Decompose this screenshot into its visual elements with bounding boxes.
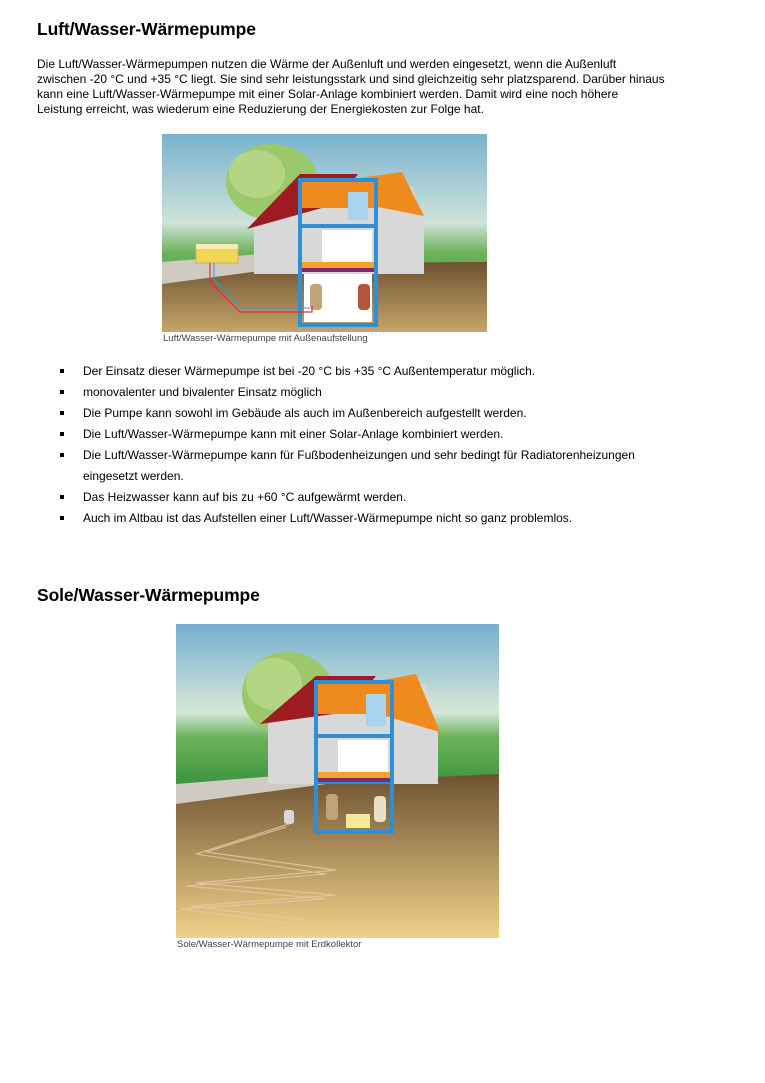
- bullet-icon: [60, 432, 64, 436]
- figure-luft-wasser-illustration: [162, 134, 487, 332]
- bullet-icon: [60, 411, 64, 415]
- list-item: Die Pumpe kann sowohl im Gebäude als auch im Außenbereich aufgestellt werden.: [60, 403, 635, 424]
- figure-caption-sole-wasser: Sole/Wasser-Wärmepumpe mit Erdkollektor: [177, 939, 362, 950]
- paragraph-line: Leistung erreicht, was wiederum eine Reduzierung der Energiekosten zur Folge hat.: [37, 102, 484, 116]
- paragraph-line: zwischen -20 °C und +35 °C liegt. Sie sind sehr leistungsstark und sind gleichzeitig sehr platzsparend. Darüber hinaus: [37, 72, 665, 86]
- list-item: Die Luft/Wasser-Wärmepumpe kann für Fußbodenheizungen und sehr bedingt für Radiatorenheizungen eingesetzt werden.: [60, 445, 635, 487]
- intro-paragraph: [37, 57, 727, 117]
- section-title-sole-wasser: Sole/Wasser-Wärmepumpe: [37, 585, 260, 605]
- section-title-luft-wasser: Luft/Wasser-Wärmepumpe: [37, 19, 256, 39]
- bullet-icon: [60, 516, 64, 520]
- feature-list: [60, 361, 635, 529]
- list-item: monovalenter und bivalenter Einsatz möglich: [60, 382, 635, 403]
- paragraph-line: kann eine Luft/Wasser-Wärmepumpe mit einer Solar-Anlage kombiniert werden. Damit wird eine noch höhere: [37, 87, 619, 101]
- list-item-continuation: eingesetzt werden.: [83, 469, 184, 483]
- list-item: Die Luft/Wasser-Wärmepumpe kann mit einer Solar-Anlage kombiniert werden.: [60, 424, 635, 445]
- bullet-icon: [60, 453, 64, 457]
- figure-sole-wasser-illustration: [176, 624, 499, 938]
- bullet-icon: [60, 390, 64, 394]
- bullet-icon: [60, 369, 64, 373]
- list-item: Auch im Altbau ist das Aufstellen einer Luft/Wasser-Wärmepumpe nicht so ganz problemlos.: [60, 508, 635, 529]
- list-item: Der Einsatz dieser Wärmepumpe ist bei -20 °C bis +35 °C Außentemperatur möglich.: [60, 361, 635, 382]
- list-item: Das Heizwasser kann auf bis zu +60 °C aufgewärmt werden.: [60, 487, 635, 508]
- paragraph-line: Die Luft/Wasser-Wärmepumpen nutzen die Wärme der Außenluft und werden eingesetzt, wenn die Außenluft: [37, 57, 617, 71]
- figure-caption-luft-wasser: Luft/Wasser-Wärmepumpe mit Außenaufstellung: [163, 333, 368, 344]
- bullet-icon: [60, 495, 64, 499]
